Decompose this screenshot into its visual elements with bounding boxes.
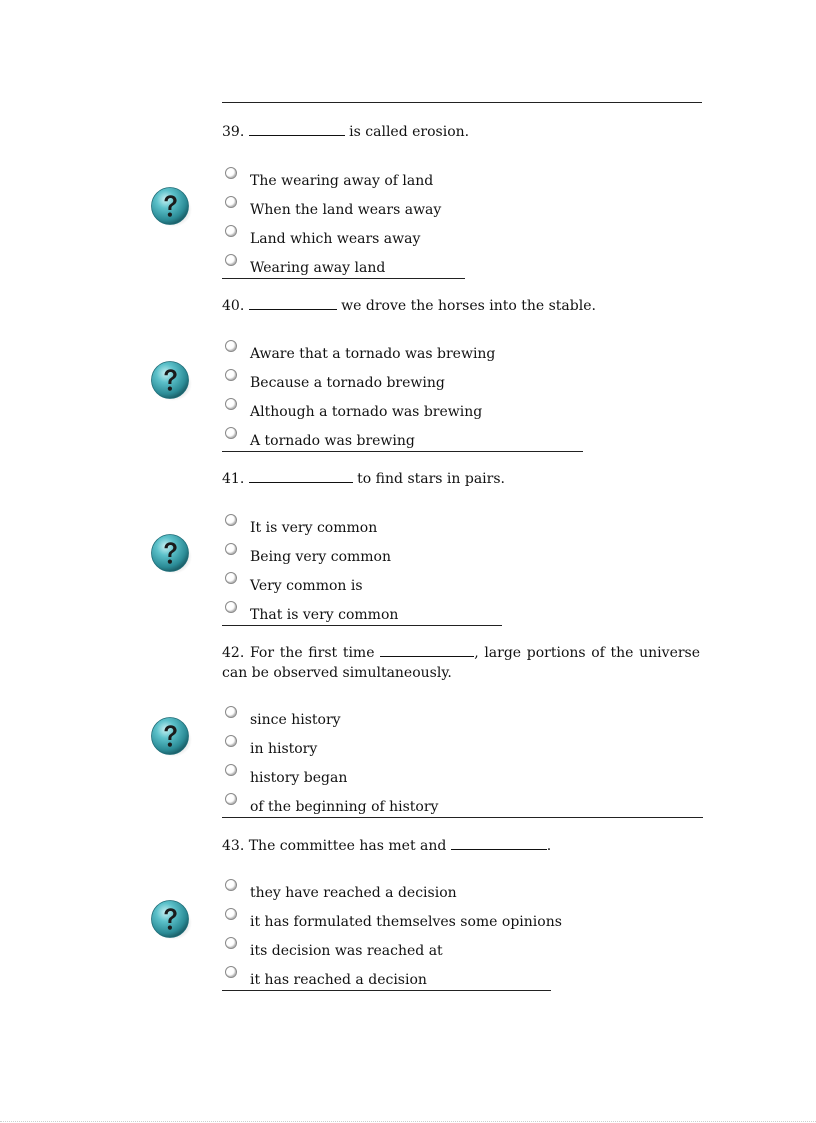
question-stem bbox=[222, 469, 700, 489]
radio-button[interactable] bbox=[225, 254, 237, 266]
radio-button[interactable] bbox=[225, 167, 237, 179]
radio-button[interactable] bbox=[225, 908, 237, 920]
option-label: The wearing away of land bbox=[250, 173, 434, 189]
option-label: in history bbox=[250, 741, 318, 757]
option-label: they have reached a decision bbox=[250, 885, 457, 901]
question-stem bbox=[222, 836, 700, 856]
option-label: That is very common bbox=[250, 607, 399, 623]
radio-button[interactable] bbox=[225, 937, 237, 949]
stem-text: to find stars in pairs. bbox=[357, 471, 505, 487]
radio-button[interactable] bbox=[225, 601, 237, 613]
question-mark-icon[interactable] bbox=[150, 533, 192, 575]
option-label: Land which wears away bbox=[250, 231, 421, 247]
radio-button[interactable] bbox=[225, 514, 237, 526]
answer-blank bbox=[249, 296, 337, 310]
option-underline bbox=[222, 625, 502, 626]
option-label: When the land wears away bbox=[250, 202, 442, 218]
radio-button[interactable] bbox=[225, 793, 237, 805]
question-number: 42. bbox=[222, 645, 245, 661]
option-label: it has formulated themselves some opinions bbox=[250, 914, 562, 930]
question-number: 43. bbox=[222, 838, 245, 854]
stem-text: , large portions of the universe can be observed simultaneously. bbox=[222, 645, 701, 681]
question-mark-icon[interactable] bbox=[150, 360, 192, 402]
stem-text-before: For the first time bbox=[249, 645, 375, 661]
question-mark-icon[interactable] bbox=[150, 899, 192, 941]
question-number: 39. bbox=[222, 124, 245, 140]
radio-button[interactable] bbox=[225, 735, 237, 747]
radio-button[interactable] bbox=[225, 340, 237, 352]
stem-text: . bbox=[546, 838, 552, 854]
radio-button[interactable] bbox=[225, 543, 237, 555]
option-label: Because a tornado brewing bbox=[250, 375, 445, 391]
question-number: 41. bbox=[222, 471, 245, 487]
answer-blank bbox=[451, 836, 547, 850]
page-bottom-border bbox=[0, 1121, 816, 1122]
option-label: Although a tornado was brewing bbox=[250, 404, 483, 420]
question-number: 40. bbox=[222, 298, 245, 314]
radio-button[interactable] bbox=[225, 225, 237, 237]
option-label: of the beginning of history bbox=[250, 799, 439, 815]
radio-button[interactable] bbox=[225, 427, 237, 439]
stem-text: is called erosion. bbox=[349, 124, 470, 140]
radio-button[interactable] bbox=[225, 196, 237, 208]
radio-button[interactable] bbox=[225, 764, 237, 776]
top-divider bbox=[222, 102, 702, 103]
option-label: it has reached a decision bbox=[250, 972, 427, 988]
answer-blank bbox=[380, 643, 474, 657]
option-label: Wearing away land bbox=[250, 260, 386, 276]
question-stem bbox=[222, 122, 700, 142]
question-stem bbox=[222, 643, 700, 683]
stem-text: we drove the horses into the stable. bbox=[341, 298, 596, 314]
option-label: A tornado was brewing bbox=[250, 433, 415, 449]
stem-text-before: The committee has met and bbox=[248, 838, 447, 854]
option-label: It is very common bbox=[250, 520, 378, 536]
option-label: since history bbox=[250, 712, 341, 728]
option-label: Very common is bbox=[250, 578, 363, 594]
option-label: history began bbox=[250, 770, 348, 786]
option-underline bbox=[222, 278, 465, 279]
option-label: its decision was reached at bbox=[250, 943, 443, 959]
question-stem bbox=[222, 296, 700, 316]
option-label: Being very common bbox=[250, 549, 391, 565]
answer-blank bbox=[249, 469, 353, 483]
radio-button[interactable] bbox=[225, 879, 237, 891]
radio-button[interactable] bbox=[225, 572, 237, 584]
option-underline bbox=[222, 451, 583, 452]
option-underline bbox=[222, 817, 703, 818]
radio-button[interactable] bbox=[225, 706, 237, 718]
option-label: Aware that a tornado was brewing bbox=[250, 346, 496, 362]
radio-button[interactable] bbox=[225, 966, 237, 978]
radio-button[interactable] bbox=[225, 369, 237, 381]
radio-button[interactable] bbox=[225, 398, 237, 410]
option-underline bbox=[222, 990, 551, 991]
question-mark-icon[interactable] bbox=[150, 186, 192, 228]
question-mark-icon[interactable] bbox=[150, 716, 192, 758]
answer-blank bbox=[249, 122, 345, 136]
